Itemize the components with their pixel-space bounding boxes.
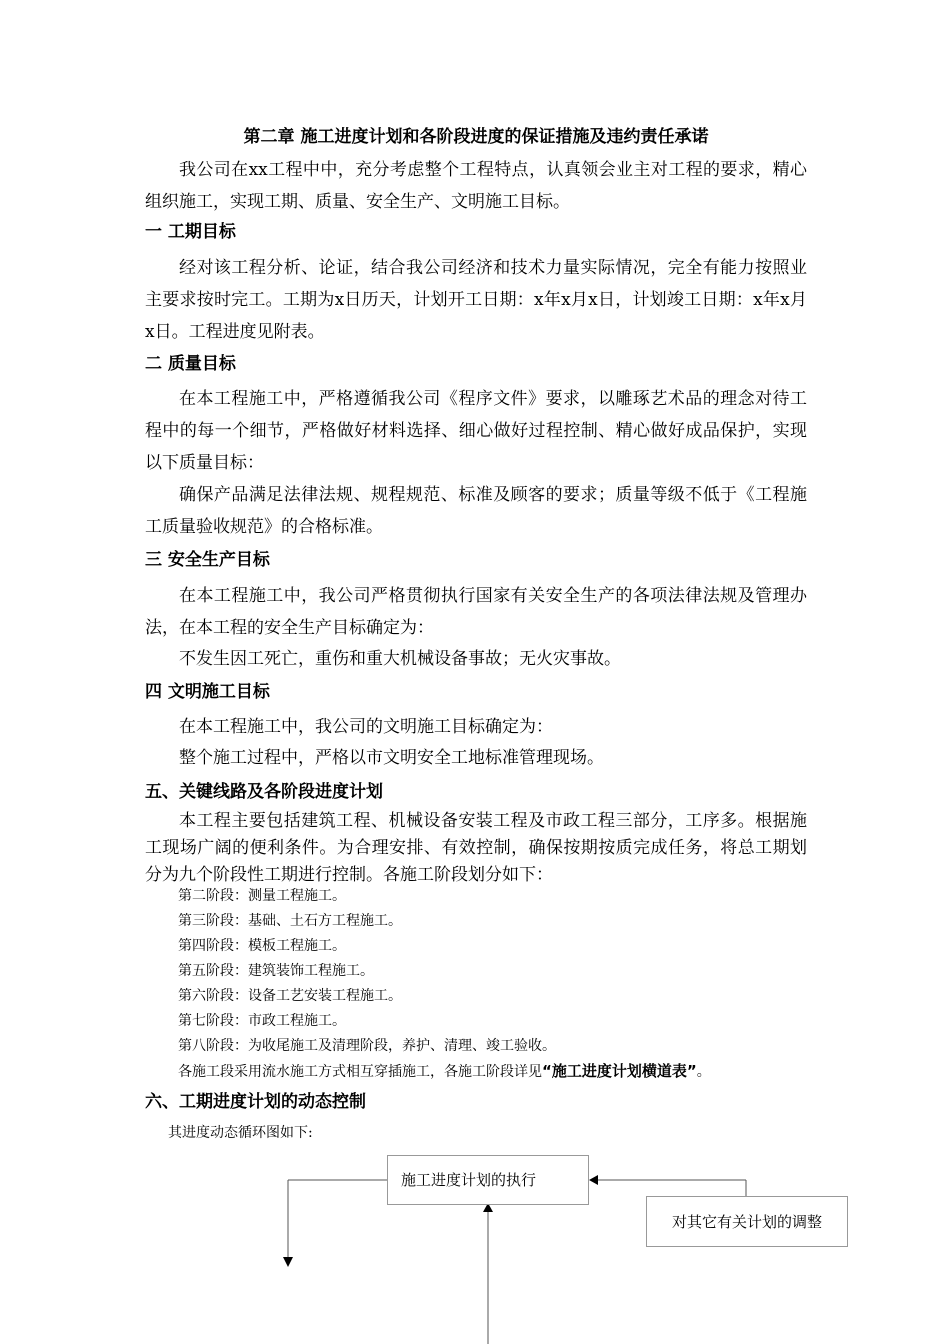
arrow-left-icon — [589, 1175, 598, 1185]
section-5-paragraph: 本工程主要包括建筑工程、机械设备安装工程及市政工程三部分，工序多。根据施工现场广阔的便利条件。为合理安排、有效控制，确保按期按质完成任务，将总工期划分为九个阶段性工期进行控制。各施工阶段划分如下： — [145, 811, 807, 885]
section-3-paragraph-1: 在本工程施工中，我公司严格贯彻执行国家有关安全生产的各项法律法规及管理办法，在本工程的安全生产目标确定为： — [145, 586, 807, 638]
adjust-plan-box — [646, 1196, 848, 1247]
section-2-paragraph-2: 确保产品满足法律法规、规程规范、标准及顾客的要求；质量等级不低于《工程施工质量验收规范》的合格标准。 — [145, 485, 807, 537]
stage-item: 第五阶段：建筑装饰工程施工。 — [178, 963, 374, 979]
exec-plan-label: 施工进度计划的执行 — [401, 1171, 537, 1189]
section-3-heading: 三 安全生产目标 — [145, 550, 270, 570]
arrow-down-icon — [283, 1257, 293, 1267]
diagram-caption: 其进度动态循环图如下: — [168, 1125, 313, 1141]
stage-note-prefix: 各施工段采用流水施工方式相互穿插施工，各施工阶段详见 — [178, 1064, 542, 1080]
adjust-plan-label: 对其它有关计划的调整 — [671, 1212, 822, 1231]
section-1-paragraph: 经对该工程分析、论证，结合我公司经济和技术力量实际情况，完全有能力按照业主要求按时完工。工期为x日历天，计划开工日期：x年x月x日，计划竣工日期：x年x月x日。工程进度见附表。 — [145, 258, 807, 342]
chapter-title: 第二章 施工进度计划和各阶段进度的保证措施及违约责任承诺 — [243, 127, 709, 147]
stage-item: 第四阶段：模板工程施工。 — [178, 938, 346, 954]
section-3-paragraph-2: 不发生因工死亡，重伤和重大机械设备事故；无火灾事故。 — [179, 649, 621, 669]
stage-item: 第七阶段：市政工程施工。 — [178, 1013, 346, 1029]
section-4-paragraph-2: 整个施工过程中，严格以市文明安全工地标准管理现场。 — [179, 748, 604, 768]
section-4-paragraph-1: 在本工程施工中，我公司的文明施工目标确定为： — [179, 717, 553, 737]
intro-paragraph: 我公司在xx工程中中，充分考虑整个工程特点，认真领会业主对工程的要求，精心组织施工，实现工期、质量、安全生产、文明施工目标。 — [145, 160, 807, 212]
section-6-heading: 六、工期进度计划的动态控制 — [145, 1092, 366, 1112]
section-1-heading: 一 工期目标 — [145, 222, 236, 242]
section-2-paragraph-1: 在本工程施工中，严格遵循我公司《程序文件》要求，以雕琢艺术品的理念对待工程中的每一个细节，严格做好材料选择、细心做好过程控制、精心做好成品保护，实现以下质量目标： — [145, 389, 807, 473]
stage-note-reference: “施工进度计划横道表” — [542, 1062, 697, 1080]
section-4-heading: 四 文明施工目标 — [145, 682, 270, 702]
section-2-heading: 二 质量目标 — [145, 354, 236, 374]
section-5-heading: 五、关键线路及各阶段进度计划 — [145, 782, 383, 802]
stage-item: 第六阶段：设备工艺安装工程施工。 — [178, 988, 402, 1004]
stage-item: 第二阶段：测量工程施工。 — [178, 888, 346, 904]
stage-note-suffix: 。 — [696, 1064, 711, 1080]
stage-item: 第三阶段：基础、土石方工程施工。 — [178, 913, 402, 929]
exec-plan-box — [387, 1155, 589, 1205]
stage-item: 第八阶段：为收尾施工及清理阶段，养护、清理、竣工验收。 — [178, 1038, 556, 1054]
